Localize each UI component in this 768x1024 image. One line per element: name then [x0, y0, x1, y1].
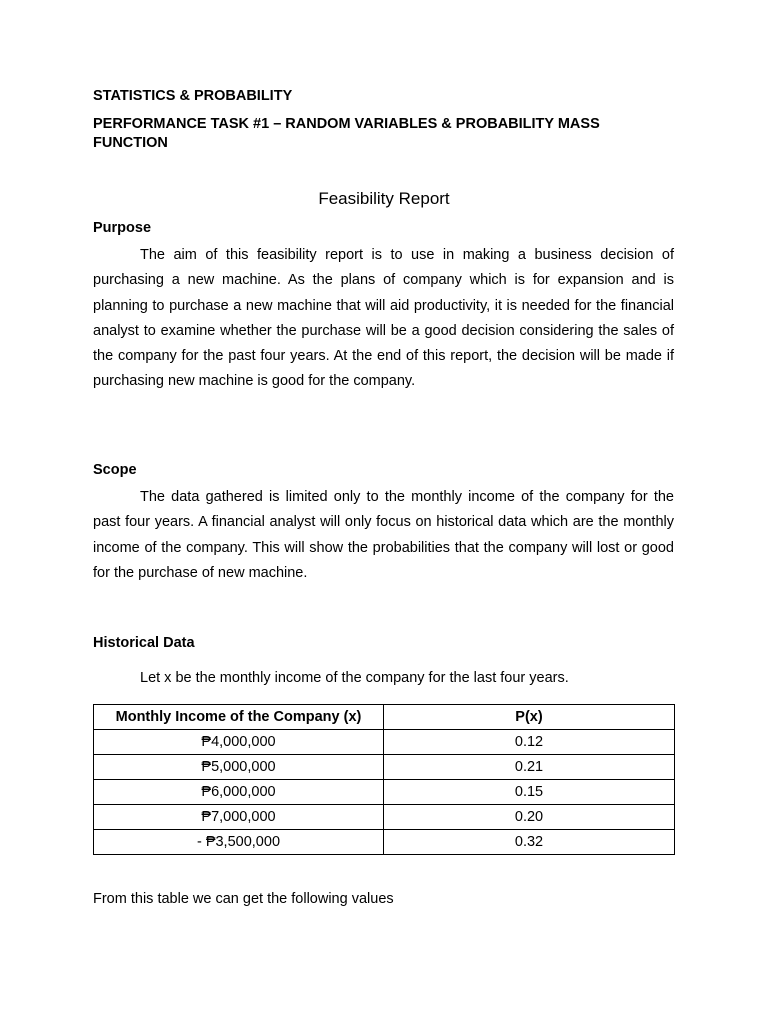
- historical-data-intro: Let x be the monthly income of the company for the last four years.: [140, 670, 569, 686]
- probability-cell: 0.21: [384, 755, 675, 780]
- table-row: [94, 780, 675, 805]
- income-probability-table: [93, 704, 675, 855]
- purpose-heading: Purpose: [93, 220, 152, 236]
- table-row: [94, 730, 675, 755]
- table-header-row: [94, 705, 675, 730]
- report-title: Feasibility Report: [318, 189, 450, 208]
- probability-cell: 0.32: [384, 830, 675, 855]
- scope-paragraph: The data gathered is limited only to the monthly income of the company for the past four years. A financial analyst will only focus on historical data which are the monthly income of the company. This will show the probabilities that the company will lost or good for the purchase of new machine.: [93, 489, 674, 581]
- income-cell: ₱6,000,000: [94, 780, 384, 805]
- purpose-paragraph: The aim of this feasibility report is to use in making a business decision of purchasing a new machine. As the plans of company which is for expansion and is planning to purchase a new machine that will aid productivity, it is needed for the financial analyst to examine whether the purchase will be a good decision considering the sales of the company for the past four years. At the end of this report, the decision will be made if purchasing new machine is good for the company.: [93, 247, 674, 390]
- income-cell: ₱7,000,000: [94, 805, 384, 830]
- income-cell: - ₱3,500,000: [94, 830, 384, 855]
- table-row: [94, 755, 675, 780]
- scope-heading: Scope: [93, 462, 137, 478]
- table-row: [94, 805, 675, 830]
- probability-cell: 0.12: [384, 730, 675, 755]
- task-title: PERFORMANCE TASK #1 – RANDOM VARIABLES & PROBABILITY MASS FUNCTION: [93, 116, 600, 151]
- table-row: [94, 830, 675, 855]
- course-title: STATISTICS & PROBABILITY: [93, 88, 293, 104]
- table-header-cell: P(x): [384, 705, 675, 730]
- income-cell: ₱5,000,000: [94, 755, 384, 780]
- probability-cell: 0.15: [384, 780, 675, 805]
- historical-data-heading: Historical Data: [93, 635, 195, 651]
- income-cell: ₱4,000,000: [94, 730, 384, 755]
- after-table-text: From this table we can get the following values: [93, 891, 394, 907]
- table-header-cell: Monthly Income of the Company (x): [94, 705, 384, 730]
- probability-cell: 0.20: [384, 805, 675, 830]
